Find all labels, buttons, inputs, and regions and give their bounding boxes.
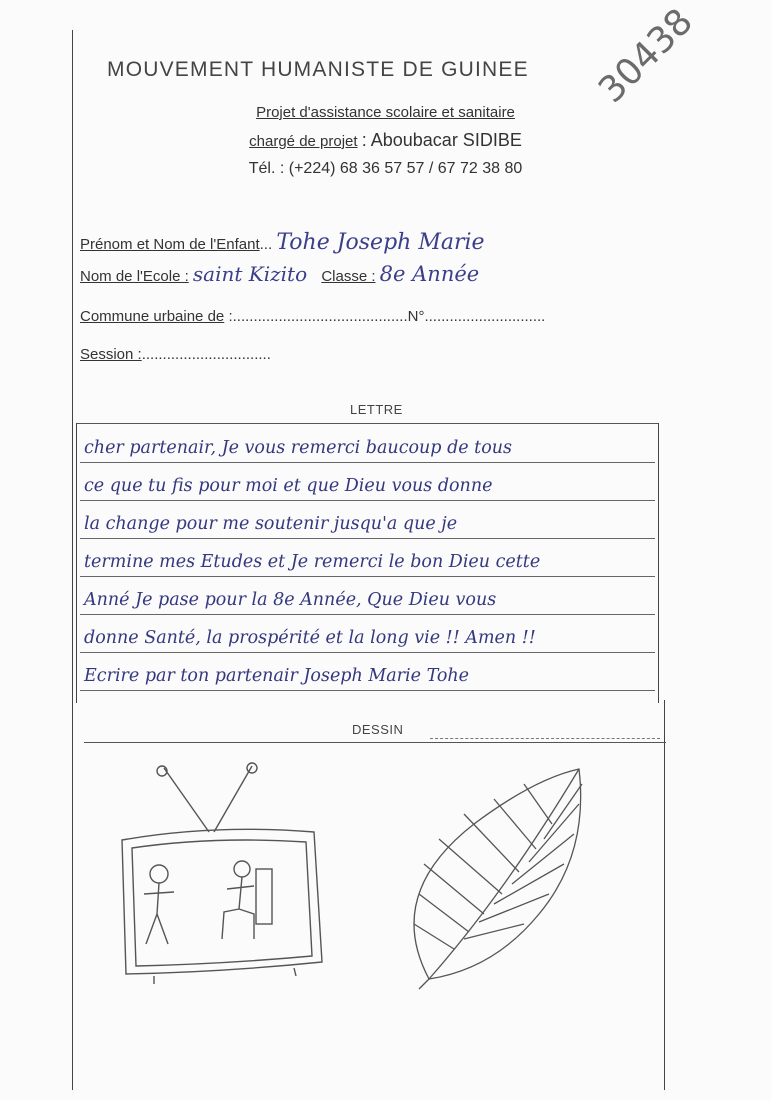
letter-line: cher partenair, Je vous remerci baucoup de tous bbox=[84, 438, 513, 458]
letter-rule bbox=[80, 576, 655, 577]
drawing-area bbox=[84, 744, 664, 1084]
manager-name: : Aboubacar SIDIBE bbox=[361, 130, 522, 150]
letter-line: Anné Je pase pour la 8e Année, Que Dieu vous bbox=[84, 590, 497, 610]
letter-rule bbox=[80, 652, 655, 653]
letter-line: termine mes Etudes et Je remerci le bon Dieu cette bbox=[84, 552, 541, 572]
letter-line: ce que tu fis pour moi et que Dieu vous donne bbox=[84, 476, 493, 496]
letter-top-rule bbox=[76, 423, 658, 424]
commune-dots: :..........................................N°............................. bbox=[228, 308, 546, 325]
drawing-dash-rule bbox=[430, 738, 660, 740]
letter-rule bbox=[80, 462, 655, 463]
session-label: Session : bbox=[80, 346, 142, 363]
session-field bbox=[80, 346, 271, 363]
project-manager bbox=[0, 130, 771, 151]
session-dots: ............................... bbox=[141, 346, 271, 363]
project-title: Projet d'assistance scolaire et sanitaire bbox=[256, 104, 515, 121]
school-field bbox=[80, 262, 479, 286]
left-margin-line bbox=[72, 30, 73, 1090]
letter-line: Ecrire par ton partenair Joseph Marie Tohe bbox=[84, 666, 470, 686]
commune-label: Commune urbaine de bbox=[80, 308, 225, 325]
commune-field bbox=[80, 308, 545, 325]
organization-title: MOUVEMENT HUMANISTE DE GUINEE bbox=[107, 58, 529, 81]
letter-rule bbox=[80, 614, 655, 615]
television-drawing bbox=[122, 763, 322, 984]
drawing-top-rule bbox=[84, 742, 666, 743]
school-value: saint Kizito bbox=[192, 262, 308, 286]
letter-rule bbox=[80, 690, 655, 691]
school-label: Nom de l'Ecole : bbox=[80, 268, 189, 285]
child-name-value: Tohe Joseph Marie bbox=[276, 230, 485, 255]
right-margin-line bbox=[664, 700, 665, 1090]
class-label: Classe : bbox=[321, 268, 376, 285]
child-name-label: Prénom et Nom de l'Enfant bbox=[80, 236, 260, 253]
letter-line: donne Santé, la prospérité et la long vie !! Amen !! bbox=[84, 628, 536, 648]
child-name-field: Prénom et Nom de l'Enfant... Tohe Joseph Marie bbox=[80, 230, 485, 255]
phone-line: Tél. : (+224) 68 36 57 57 / 67 72 38 80 bbox=[248, 160, 523, 177]
letter-box-left bbox=[76, 423, 77, 703]
stamp-number: 30438 bbox=[591, 1, 701, 112]
letter-rule bbox=[80, 500, 655, 501]
letter-rule bbox=[80, 538, 655, 539]
manager-label: chargé de projet bbox=[249, 133, 358, 150]
drawing-heading: DESSIN bbox=[352, 722, 404, 737]
letter-box-right bbox=[658, 423, 659, 703]
letter-heading: LETTRE bbox=[350, 402, 403, 417]
letter-line: la change pour me soutenir jusqu'a que je bbox=[84, 514, 458, 534]
class-value: 8e Année bbox=[379, 262, 480, 286]
leaf-drawing bbox=[414, 769, 582, 989]
